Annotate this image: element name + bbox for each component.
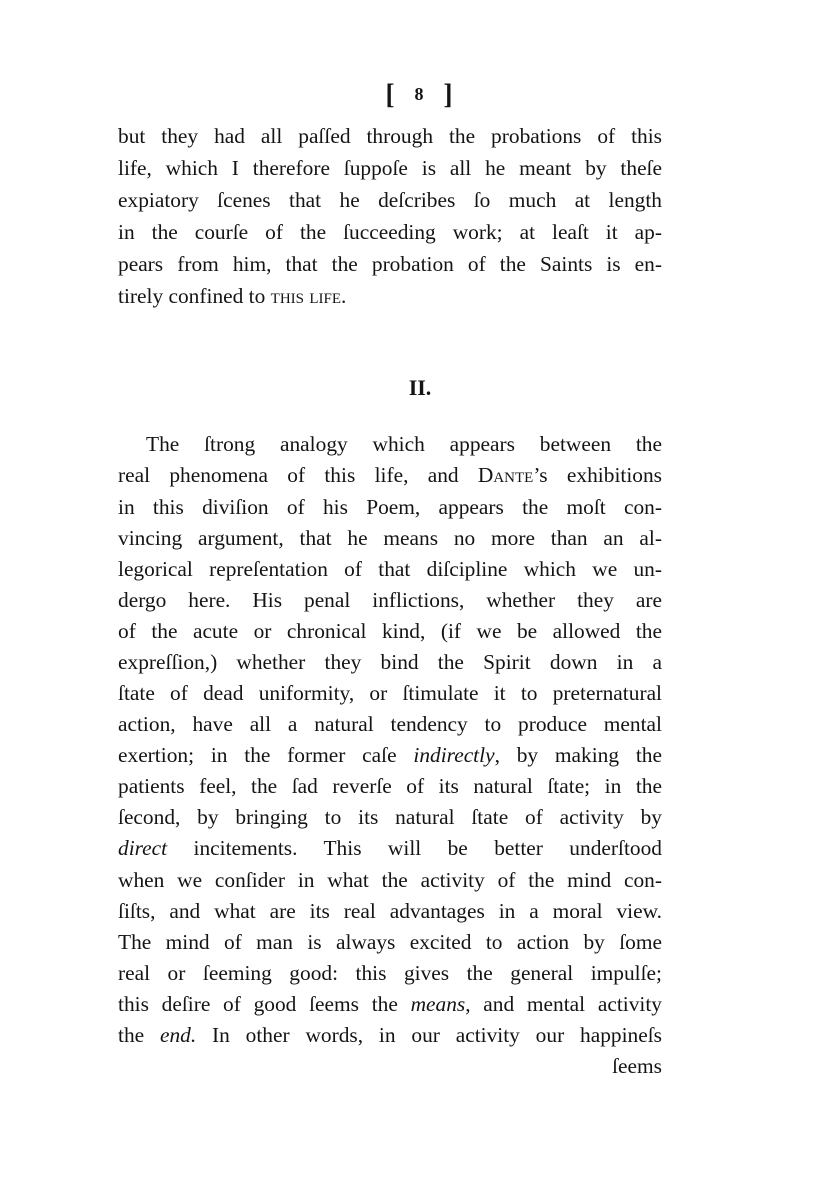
small-caps-text: this life.: [270, 284, 347, 308]
text-line: [118, 1019, 662, 1051]
text-line: real or ſeeming good: this gives the general impulſe;: [118, 961, 662, 985]
text-line: legorical repreſentation of that diſcipline which we un-: [118, 557, 662, 581]
text-span: tirely confined to: [118, 284, 271, 308]
text-span: , by making the: [494, 743, 662, 767]
text-line: The mind of man is always excited to action by ſome: [118, 930, 662, 954]
text-span: incitements. This will be better underſtood: [167, 836, 662, 860]
italic-text: means: [410, 992, 466, 1016]
text-line: in this diviſion of his Poem, appears the moſt con-: [118, 495, 662, 519]
text-line: of the acute or chronical kind, (if we be allowed the: [118, 619, 662, 643]
text-span: exertion; in the former caſe: [118, 743, 414, 767]
text-line: [118, 459, 662, 491]
section-heading: II.: [408, 375, 432, 400]
text-line: expreſſion,) whether they bind the Spirit down in a: [118, 650, 662, 674]
text-line: pears from him, that the probation of the Saints is en-: [118, 252, 662, 276]
text-line: action, have all a natural tendency to produce mental: [118, 712, 662, 736]
text-line: [118, 739, 662, 771]
text-line: but they had all paſſed through the probations of this: [118, 124, 662, 148]
text-span: the: [118, 1023, 160, 1047]
italic-text: direct: [118, 836, 168, 860]
open-bracket: [: [385, 78, 397, 110]
text-line: expiatory ſcenes that he deſcribes ſo much at length: [118, 188, 662, 212]
text-line: dergo here. His penal inflictions, whether they are: [118, 588, 662, 612]
italic-text: indirectly: [413, 743, 495, 767]
dante-name: Dante: [477, 463, 534, 487]
text-line: ſiſts, and what are its real advantages in a moral view.: [118, 899, 662, 923]
text-line: ſecond, by bringing to its natural ſtate of activity by: [118, 805, 662, 829]
text-line: [118, 832, 662, 864]
text-line: life, which I therefore ſuppoſe is all he meant by theſe: [118, 156, 662, 180]
text-line: patients feel, the ſad reverſe of its natural ſtate; in the: [118, 774, 662, 798]
page-number: 8: [414, 84, 426, 104]
text-line: ſtate of dead uniformity, or ſtimulate it to preternatural: [118, 681, 662, 705]
catchword: ſeems: [612, 1054, 662, 1078]
text-line: in the courſe of the ſucceeding work; at leaſt it ap-: [118, 220, 662, 244]
text-span: this deſire of good ſeems the: [118, 992, 411, 1016]
text-line: [118, 988, 662, 1020]
text-line: when we conſider in what the activity of the mind con-: [118, 868, 662, 892]
text-line: [118, 280, 662, 312]
text-span: , and mental activity: [465, 992, 662, 1016]
text-span: real phenomena of this life, and: [118, 463, 478, 487]
text-line: vincing argument, that he means no more than an al-: [118, 526, 662, 550]
italic-text: end.: [159, 1023, 197, 1047]
page-number-header: [0, 74, 840, 114]
close-bracket: ]: [443, 78, 455, 110]
text-span: In other words, in our activity our happineſs: [196, 1023, 663, 1047]
text-line: The ſtrong analogy which appears between the: [146, 432, 662, 456]
text-span: ’s exhibitions: [533, 463, 662, 487]
